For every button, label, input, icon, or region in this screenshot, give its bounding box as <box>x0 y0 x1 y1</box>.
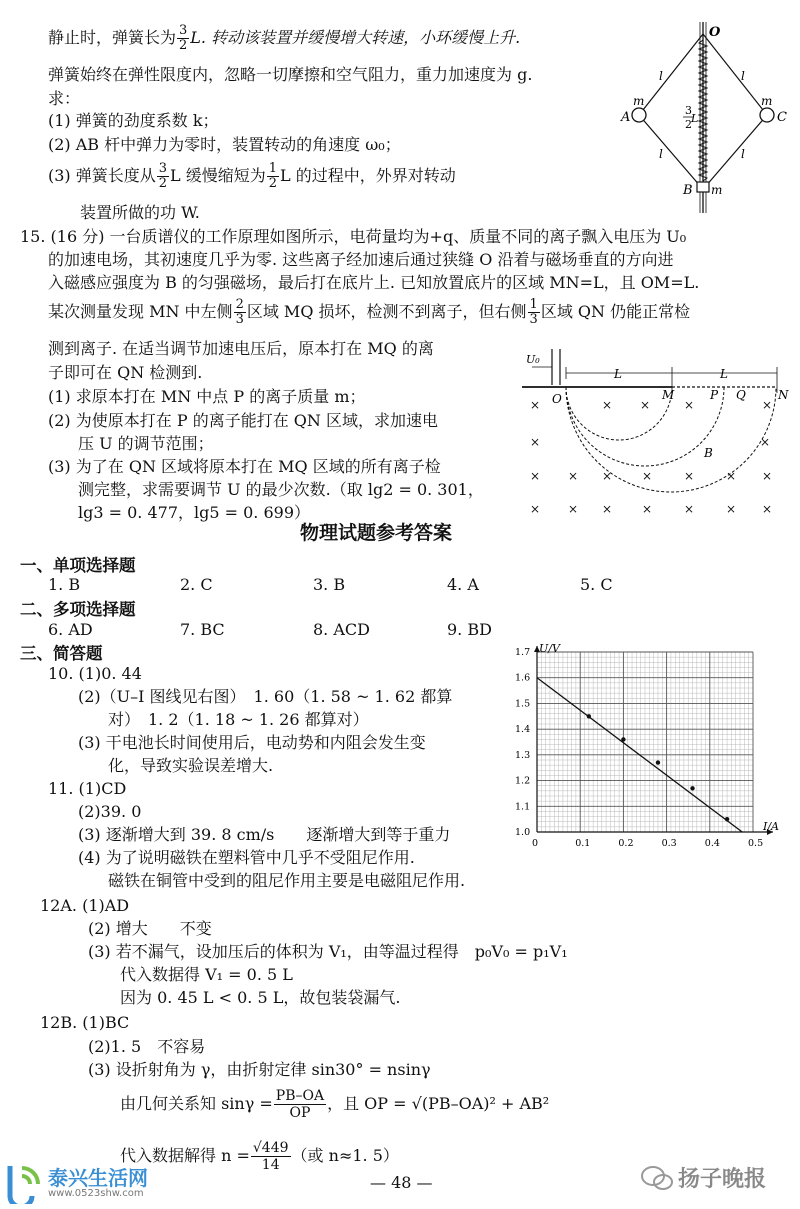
q14-line3: 求： <box>48 89 81 108</box>
answer-12B-3: (3) 设折射角为 γ，由折射定律 sin30° = nsinγ <box>88 1060 431 1079</box>
section-short-answer: 三、简答题 <box>20 644 103 663</box>
answer-item: 1. B <box>48 575 81 594</box>
label-O: O <box>709 25 721 40</box>
y-tick-label: 1.1 <box>515 801 531 813</box>
ring-C <box>760 108 774 122</box>
fraction: $\frac{3}{2}$ <box>179 23 188 53</box>
answer-item: 9. BD <box>447 620 492 639</box>
label-m-left: m <box>633 94 645 108</box>
q14-figure <box>615 18 795 218</box>
label-m-right: m <box>761 94 773 108</box>
svg-text:×: × <box>760 435 771 449</box>
wechat-icon <box>640 1164 676 1194</box>
label-A: A <box>621 110 631 125</box>
ring-B <box>697 182 709 192</box>
x-tick-label: 0.1 <box>575 838 591 849</box>
label-l: l <box>659 147 663 161</box>
site-logo-left <box>4 1158 174 1206</box>
label-Q: Q <box>736 388 746 402</box>
answer-item: 2. C <box>180 575 213 594</box>
label-B: B <box>683 183 693 198</box>
svg-text:×: × <box>642 469 653 483</box>
q15-line2: 的加速电场，其初速度几乎为零. 这些离子经加速后通过狭缝 O 沿着与磁场垂直的方向进 <box>48 250 674 269</box>
u-i-chart <box>505 640 790 855</box>
answer-item: 6. AD <box>48 620 93 639</box>
answer-12B-4: 由几何关系知 sinγ = $\frac{PB-OA}{OP}$ ，且 OP = √(PB–OA)² + AB² <box>120 1088 550 1121</box>
answer-12B-5: 代入数据解得 n = $\frac{√449}{14}$ （或 n≈1. 5） <box>120 1140 399 1173</box>
x-tick-label: 0.3 <box>661 838 677 849</box>
svg-text:×: × <box>684 398 695 412</box>
svg-text:×: × <box>640 398 651 412</box>
q15-line6: 子即可在 QN 检测到. <box>48 363 203 382</box>
svg-text:×: × <box>726 469 737 483</box>
chart-ylabel: U/V <box>539 642 560 655</box>
svg-text:×: × <box>602 502 613 516</box>
field-crosses <box>530 398 772 516</box>
q15-line4: 某次测量发现 MN 中左侧 $\frac{2}{3}$ 区域 MQ 损坏，检测不到离子，但右侧 $\frac{1}{3}$ 区域 QN 仍能正常检 <box>48 297 691 327</box>
label-L2: L <box>720 367 728 381</box>
svg-text:×: × <box>762 469 773 483</box>
x-tick-label: 0.2 <box>618 838 634 849</box>
answer-item: 3. B <box>313 575 346 594</box>
answer-12A-1: 12A. (1)AD <box>40 896 130 915</box>
logo-left-url: www.0523shw.com <box>48 1188 144 1199</box>
answers-title: 物理试题参考答案 <box>300 522 453 544</box>
y-tick-label: 1.6 <box>515 672 531 684</box>
x-tick-label: 0.5 <box>748 838 764 849</box>
answer-12A-3b: 代入数据得 V₁ = 0. 5 L <box>120 965 293 984</box>
q15-line3: 入磁感应强度为 B 的匀强磁场，最后打在底片上. 已知放置底片的区域 MN=L，且 OM=L. <box>48 273 700 292</box>
page-number: — 48 — <box>370 1173 433 1192</box>
x-tick-label: 0.4 <box>704 838 720 849</box>
svg-text:×: × <box>762 502 773 516</box>
y-tick-label: 1.7 <box>515 647 531 658</box>
svg-text:×: × <box>726 502 737 516</box>
label-C: C <box>777 110 787 125</box>
spring-label-num: 3 <box>685 104 692 117</box>
label-N: N <box>778 388 789 402</box>
answer-11-1: 11. (1)CD <box>48 779 127 798</box>
logo-left-text: 泰兴生活网 <box>48 1166 148 1190</box>
label-B-field: B <box>704 446 713 460</box>
svg-text:×: × <box>642 502 653 516</box>
y-tick-label: 1.3 <box>515 749 531 761</box>
answer-item: 7. BC <box>180 620 225 639</box>
answer-item: 5. C <box>580 575 613 594</box>
data-point <box>690 786 694 790</box>
q15-part1: (1) 求原本打在 MN 中点 P 的离子质量 m； <box>48 387 366 406</box>
q15-line1: 15. (16 分) 一台质谱仪的工作原理如图所示，电荷量均为+q、质量不同的离子飘入电压为 U₀ <box>20 227 687 246</box>
q15-part3c: lg3 = 0. 477，lg5 = 0. 699） <box>78 503 311 522</box>
svg-text:×: × <box>530 398 541 412</box>
svg-text:×: × <box>684 502 695 516</box>
answer-12A-3a: (3) 若不漏气，设加压后的体积为 V₁，由等温过程得 p₀V₀ = p₁V₁ <box>88 942 568 961</box>
answer-12A-2: (2) 增大 不变 <box>88 919 212 938</box>
answer-10-2a: (2)（U–I 图线见右图） 1. 60（1. 58 ~ 1. 62 都算 <box>78 687 453 706</box>
label-m-bottom: m <box>711 183 723 197</box>
q15-part3b: 测完整，求需要调节 U 的最少次数.（取 lg2 = 0. 301， <box>78 480 484 499</box>
label-l: l <box>741 69 745 83</box>
data-point <box>587 714 591 718</box>
label-L1: L <box>614 367 622 381</box>
answer-item: 4. A <box>447 575 479 594</box>
svg-text:×: × <box>602 469 613 483</box>
q15-part3a: (3) 为了在 QN 区域将原本打在 MQ 区域的所有离子检 <box>48 457 441 476</box>
svg-text:×: × <box>602 398 613 412</box>
answer-11-3: (3) 逐渐增大到 39. 8 cm/s 逐渐增大到等于重力 <box>78 825 451 844</box>
section-multi-choice: 二、多项选择题 <box>20 600 136 619</box>
trajectory-N <box>566 387 776 492</box>
answer-11-4a: (4) 为了说明磁铁在塑料管中几乎不受阻尼作用. <box>78 848 415 867</box>
svg-text:×: × <box>530 469 541 483</box>
y-tick-label: 1.2 <box>515 775 531 787</box>
label-M: M <box>662 388 675 402</box>
q15-figure <box>522 345 792 520</box>
answer-12B-1: 12B. (1)BC <box>40 1013 130 1032</box>
q15-part2b: 压 U 的调节范围； <box>78 434 214 453</box>
y-tick-label: 1.5 <box>515 698 531 710</box>
svg-text:×: × <box>568 469 579 483</box>
answer-11-2: (2)39. 0 <box>78 802 142 821</box>
answer-10-3a: (3) 干电池长时间使用后，电动势和内阻会发生变 <box>78 733 426 752</box>
ring-A <box>632 108 646 122</box>
q14-line1: 静止时，弹簧长为 $\frac{3}{2}$ L. 转动该装置并缓慢增大转速，小环缓慢上升. <box>48 23 521 53</box>
label-U0: U₀ <box>526 353 540 366</box>
answer-10-1: 10. (1)0. 44 <box>48 664 142 683</box>
chart-grid-minor <box>537 652 753 832</box>
trajectory-M <box>566 387 672 440</box>
answer-12A-3c: 因为 0. 45 L < 0. 5 L，故包装袋漏气. <box>120 988 401 1007</box>
answer-11-4b: 磁铁在铜管中受到的阻尼作用主要是电磁阻尼作用. <box>108 871 466 890</box>
label-O: O <box>552 392 562 406</box>
label-P: P <box>710 388 719 402</box>
q14-part1: (1) 弹簧的劲度系数 k； <box>48 111 219 130</box>
q14-part3-cont: 装置所做的功 W. <box>80 203 200 222</box>
label-l: l <box>659 69 663 83</box>
y-tick-label: 1.4 <box>515 724 531 736</box>
answer-item: 8. ACD <box>313 620 370 639</box>
data-point <box>656 760 660 764</box>
spring-label-den: 2 <box>685 118 692 131</box>
q14-part3: (3) 弹簧长度从 $\frac{3}{2}$ L 缓慢缩短为 $\frac{1}{2}$ L 的过程中，外界对转动 <box>48 161 456 191</box>
chart-xlabel: I/A <box>763 820 779 833</box>
answer-12B-2: (2)1. 5 不容易 <box>88 1037 206 1056</box>
logo-mark-icon <box>4 1160 44 1204</box>
svg-text:×: × <box>684 469 695 483</box>
svg-text:×: × <box>762 398 773 412</box>
q14-line2: 弹簧始终在弹性限度内，忽略一切摩擦和空气阻力，重力加速度为 g. <box>48 65 533 84</box>
q15-line5: 测到离子. 在适当调节加速电压后，原本打在 MQ 的离 <box>48 339 434 358</box>
logo-right-text: 扬子晚报 <box>678 1167 767 1192</box>
svg-text:×: × <box>568 502 579 516</box>
q14-part2: (2) AB 杆中弹力为零时，装置转动的角速度 ω₀； <box>48 135 401 154</box>
svg-text:×: × <box>530 435 541 449</box>
q15-part2a: (2) 为使原本打在 P 的离子能打在 QN 区域，求加速电 <box>48 411 438 430</box>
data-point <box>725 817 729 821</box>
spring-label-L: L <box>691 112 699 125</box>
answer-10-2b: 对） 1. 2（1. 18 ~ 1. 26 都算对） <box>108 710 369 729</box>
svg-text:×: × <box>530 502 541 516</box>
answer-10-3b: 化，导致实验误差增大. <box>108 756 274 775</box>
y-tick-label: 1.0 <box>515 827 531 838</box>
section-single-choice: 一、单项选择题 <box>20 556 136 575</box>
x-tick-label: 0 <box>532 838 539 849</box>
label-l: l <box>741 147 745 161</box>
data-point <box>621 737 625 741</box>
